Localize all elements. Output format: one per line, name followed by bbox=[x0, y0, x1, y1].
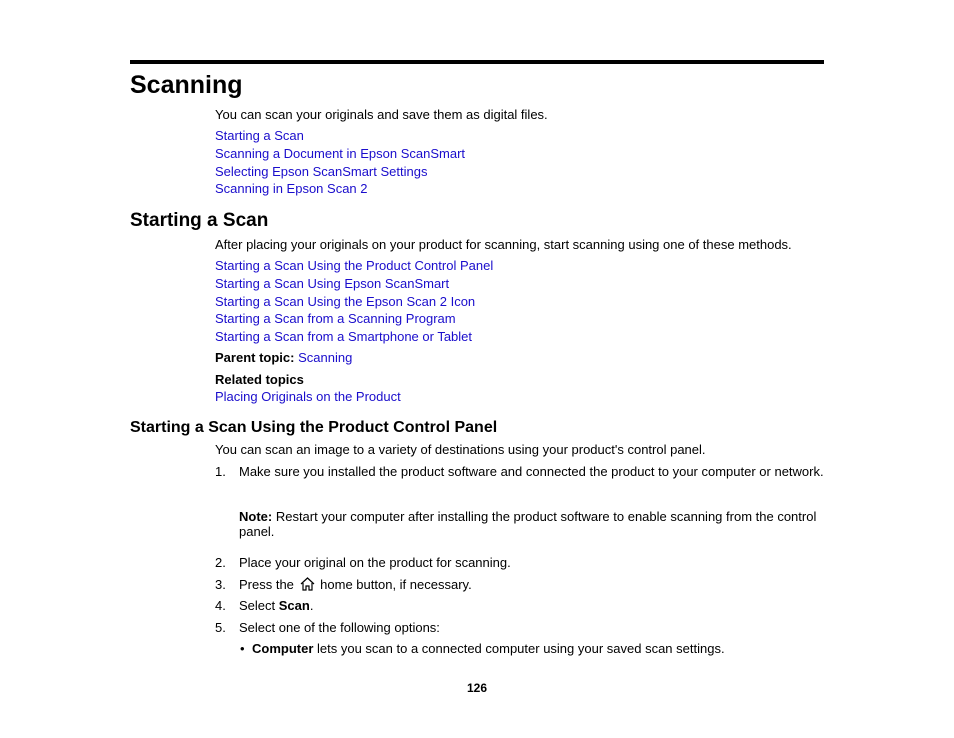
step-4-pre: Select bbox=[239, 598, 279, 613]
note bbox=[239, 509, 829, 539]
bullet-computer-text: lets you scan to a connected computer using your saved scan settings. bbox=[313, 641, 725, 656]
bullet-computer-label: Computer bbox=[252, 641, 314, 656]
related-topics-label: Related topics bbox=[215, 372, 304, 387]
link-scanning-epson-scan-2[interactable]: Scanning in Epson Scan 2 bbox=[215, 181, 368, 196]
step-1-text: Make sure you installed the product software and connected the product to your computer or network. bbox=[239, 464, 824, 479]
parent-topic-link[interactable]: Scanning bbox=[298, 350, 353, 365]
step-2-number: 2. bbox=[215, 555, 226, 570]
parent-topic bbox=[215, 350, 352, 365]
step-4-post: . bbox=[309, 598, 314, 613]
note-label: Note: bbox=[239, 509, 273, 524]
step-4 bbox=[239, 598, 829, 613]
link-placing-originals[interactable]: Placing Originals on the Product bbox=[215, 389, 401, 404]
link-epson-scan-2-icon[interactable]: Starting a Scan Using the Epson Scan 2 Icon bbox=[215, 294, 476, 309]
link-smartphone-tablet[interactable]: Starting a Scan from a Smartphone or Tablet bbox=[215, 329, 473, 344]
link-starting-a-scan[interactable]: Starting a Scan bbox=[215, 128, 304, 143]
title-rule bbox=[130, 60, 824, 64]
note-text: Restart your computer after installing the product software to enable scanning from the control panel. bbox=[239, 509, 817, 539]
step-2-text: Place your original on the product for scanning. bbox=[239, 555, 511, 570]
step-4-number: 4. bbox=[215, 598, 226, 613]
intro-text: You can scan your originals and save them as digital files. bbox=[215, 107, 548, 122]
link-scanning-document-scansmart[interactable]: Scanning a Document in Epson ScanSmart bbox=[215, 146, 466, 161]
step-5-number: 5. bbox=[215, 620, 226, 635]
page-number: 126 bbox=[466, 681, 488, 695]
step-3 bbox=[239, 577, 829, 592]
subsection-intro: You can scan an image to a variety of destinations using your product's control panel. bbox=[215, 442, 706, 457]
home-icon bbox=[300, 577, 315, 591]
step-5-text: Select one of the following options: bbox=[239, 620, 440, 635]
bullet-symbol: • bbox=[240, 641, 245, 656]
section-intro: After placing your originals on your product for scanning, start scanning using one of these methods. bbox=[215, 237, 792, 252]
link-epson-scansmart[interactable]: Starting a Scan Using Epson ScanSmart bbox=[215, 276, 450, 291]
bullet-computer bbox=[252, 641, 725, 656]
step-3-post: home button, if necessary. bbox=[320, 577, 472, 592]
page-title: Scanning bbox=[130, 71, 243, 99]
subsection-heading: Starting a Scan Using the Product Control Panel bbox=[130, 419, 498, 436]
step-4-bold: Scan bbox=[278, 598, 310, 613]
step-3-pre: Press the bbox=[239, 577, 294, 592]
section-heading: Starting a Scan bbox=[130, 210, 269, 231]
link-selecting-scansmart-settings[interactable]: Selecting Epson ScanSmart Settings bbox=[215, 164, 428, 179]
parent-topic-label: Parent topic: bbox=[215, 350, 295, 365]
step-1-number: 1. bbox=[215, 464, 226, 479]
link-scanning-program[interactable]: Starting a Scan from a Scanning Program bbox=[215, 311, 456, 326]
step-3-number: 3. bbox=[215, 577, 226, 592]
link-control-panel[interactable]: Starting a Scan Using the Product Control Panel bbox=[215, 258, 494, 273]
